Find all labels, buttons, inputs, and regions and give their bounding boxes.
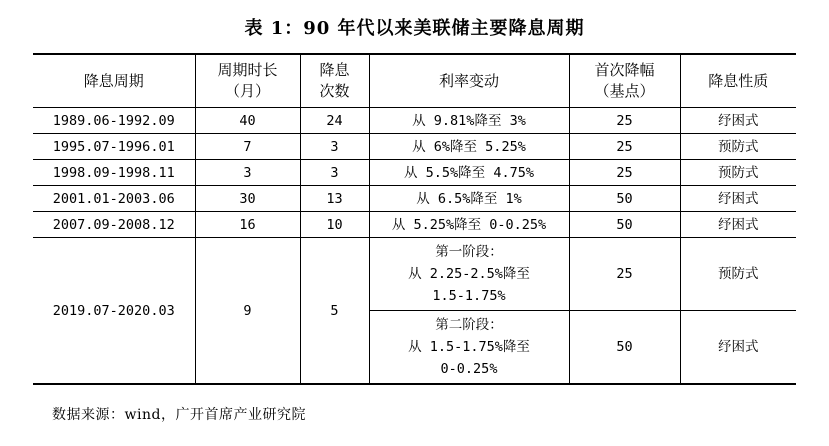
cell-months: 9 bbox=[195, 238, 300, 385]
header-period: 降息周期 bbox=[33, 54, 195, 108]
cell-nature: 预防式 bbox=[680, 238, 796, 311]
cell-rate-change: 从 5.25%降至 0-0.25% bbox=[369, 212, 569, 238]
cell-first-cut: 50 bbox=[569, 311, 680, 385]
cell-cuts: 10 bbox=[300, 212, 369, 238]
table-row bbox=[33, 160, 796, 186]
cell-nature: 预防式 bbox=[680, 134, 796, 160]
cell-first-cut: 25 bbox=[569, 134, 680, 160]
cell-nature: 纾困式 bbox=[680, 108, 796, 134]
header-duration: 周期时长 （月） bbox=[195, 54, 300, 108]
table-row bbox=[33, 212, 796, 238]
cell-cuts: 24 bbox=[300, 108, 369, 134]
cell-period: 1998.09-1998.11 bbox=[33, 160, 195, 186]
cell-first-cut: 25 bbox=[569, 108, 680, 134]
cell-nature: 纾困式 bbox=[680, 186, 796, 212]
phase-line: 从 2.25-2.5%降至 bbox=[408, 266, 530, 282]
cell-cuts: 13 bbox=[300, 186, 369, 212]
table-row bbox=[33, 238, 796, 311]
header-row bbox=[33, 54, 796, 108]
table-row bbox=[33, 134, 796, 160]
cell-rate-change-phase bbox=[369, 238, 569, 311]
cell-cuts: 5 bbox=[300, 238, 369, 385]
header-nature: 降息性质 bbox=[680, 54, 796, 108]
cell-months: 16 bbox=[195, 212, 300, 238]
cell-period: 2001.01-2003.06 bbox=[33, 186, 195, 212]
cell-rate-change: 从 9.81%降至 3% bbox=[369, 108, 569, 134]
cell-first-cut: 25 bbox=[569, 238, 680, 311]
cell-months: 7 bbox=[195, 134, 300, 160]
phase-line: 0-0.25% bbox=[440, 361, 498, 377]
cell-period: 2019.07-2020.03 bbox=[33, 238, 195, 385]
cell-rate-change-phase bbox=[369, 311, 569, 385]
cell-first-cut: 50 bbox=[569, 186, 680, 212]
cell-first-cut: 25 bbox=[569, 160, 680, 186]
cell-period: 1989.06-1992.09 bbox=[33, 108, 195, 134]
cell-first-cut: 50 bbox=[569, 212, 680, 238]
phase-line: 从 1.5-1.75%降至 bbox=[408, 339, 530, 355]
cell-period: 2007.09-2008.12 bbox=[33, 212, 195, 238]
table-title: 表 1：90 年代以来美联储主要降息周期 bbox=[244, 18, 585, 39]
cell-cuts: 3 bbox=[300, 134, 369, 160]
table-row bbox=[33, 108, 796, 134]
cell-rate-change: 从 6%降至 5.25% bbox=[369, 134, 569, 160]
cell-rate-change: 从 6.5%降至 1% bbox=[369, 186, 569, 212]
cell-period: 1995.07-1996.01 bbox=[33, 134, 195, 160]
data-source-note: 数据来源：wind，广开首席产业研究院 bbox=[52, 407, 306, 423]
cell-months: 30 bbox=[195, 186, 300, 212]
cell-nature: 预防式 bbox=[680, 160, 796, 186]
header-first-cut: 首次降幅 （基点） bbox=[569, 54, 680, 108]
cell-months: 40 bbox=[195, 108, 300, 134]
cell-rate-change: 从 5.5%降至 4.75% bbox=[369, 160, 569, 186]
phase-line: 第一阶段： bbox=[435, 244, 503, 260]
cell-nature: 纾困式 bbox=[680, 212, 796, 238]
phase-line: 1.5-1.75% bbox=[432, 288, 506, 304]
rate-cut-cycles-table bbox=[33, 53, 796, 385]
header-rate-change: 利率变动 bbox=[369, 54, 569, 108]
header-cut-count: 降息 次数 bbox=[300, 54, 369, 108]
phase-line: 第二阶段： bbox=[435, 317, 503, 333]
cell-months: 3 bbox=[195, 160, 300, 186]
cell-nature: 纾困式 bbox=[680, 311, 796, 385]
table-row bbox=[33, 186, 796, 212]
cell-cuts: 3 bbox=[300, 160, 369, 186]
